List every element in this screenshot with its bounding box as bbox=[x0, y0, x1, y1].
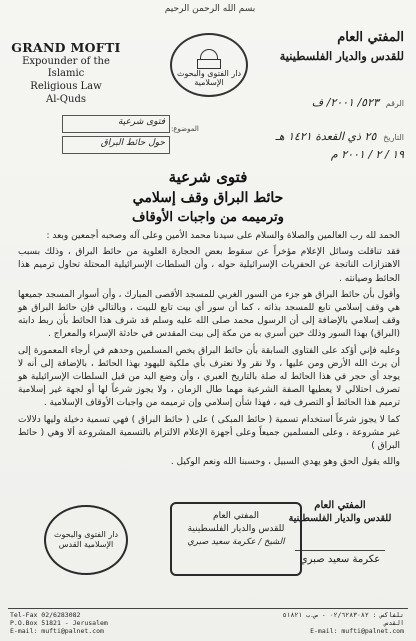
letterhead-english bbox=[6, 40, 126, 106]
reference-number bbox=[312, 96, 404, 109]
letterhead-arabic bbox=[264, 30, 404, 63]
footer-contact-arabic bbox=[283, 611, 404, 635]
document-subtitle-1: حائط البراق وقف إسلامي bbox=[132, 190, 284, 206]
footer-right-line-1: تلفاكس : ٠٢/٦٢٨٣٠٨٢ - ص.ب ٥١٨٢١ bbox=[282, 611, 404, 619]
body-paragraph-4: وعليه فإني أؤكد على الفتاوى السابقة بأن حائط البراق يخص المسلمين وحدهم في أرجاء المعمورة إلى أن يرث الله الأرض ومن عليها ، ولا نقر ولا نعترف بأي ملكية لليهود بهذا الحائط ، بالإضافة إلى أنه لا يوجد أي حجر في هذا الحائط له صلة بالتاريخ العبري ، وأن وضع اليد من قبل السلطات الإسرائيلية هو تصرف احتلالي لا يعطيها الصفة الشرعية مهما طال الزمان ، ولا يجوز شرعاً لها أو لجهة غير إسلامية ترميم هذا الحائط أو التصرف فيه ، فهذا شأن إسلامي وإن ترميمه من واجبات الأوقاف الإسلامية . bbox=[18, 345, 400, 409]
stamp-line-1: المفتي العام bbox=[213, 511, 259, 521]
footer-left-line-1: Tel-Fax 02/6283082 bbox=[10, 611, 81, 619]
body-paragraph-6: والله يقول الحق وهو يهدي السبيل ، وحسبنا الله ونعم الوكيل . bbox=[170, 457, 400, 468]
subject-block bbox=[62, 115, 170, 157]
footer-right-line-3: E-mail: mufti@palnet.com bbox=[310, 627, 404, 635]
hijri-date bbox=[276, 130, 404, 143]
round-seal bbox=[44, 505, 128, 575]
handwritten-signature bbox=[295, 530, 385, 551]
subject-line-2: حول حائط البراق bbox=[62, 136, 170, 154]
footer-right-line-2: القدس bbox=[384, 619, 404, 627]
document-subtitle-2: وترميمه من واجبات الأوقاف bbox=[132, 210, 284, 225]
letterhead-arabic-line-2: للقدس والديار الفلسطينية bbox=[279, 49, 404, 63]
signatory-name: عكرمة سعيد صبري bbox=[299, 554, 381, 565]
stamp-line-3: الشيخ / عكرمة سعيد صبري bbox=[187, 537, 285, 547]
footer-divider bbox=[8, 608, 408, 609]
footer-left-line-2: P.O.Box 51821 - Jerusalem bbox=[10, 619, 108, 627]
subject-label: الموضوع: bbox=[171, 125, 199, 133]
reference-number-label: الرقم bbox=[385, 99, 404, 108]
letterhead-arabic-line-1: المفتي العام bbox=[337, 30, 404, 45]
footer-contact-english bbox=[10, 611, 108, 635]
footer-left-line-3: E-mail: mufti@palnet.com bbox=[10, 627, 104, 635]
gregorian-date bbox=[331, 148, 404, 161]
dome-base-icon bbox=[197, 59, 221, 69]
hijri-date-value: ٢٥ ذي القعدة ١٤٢١ هـ bbox=[275, 130, 377, 143]
body-paragraph-1: الحمد لله رب العالمين والصلاة والسلام على سيدنا محمد الأمين وعلى آله وصحبه أجمعين وبعد : bbox=[46, 231, 400, 241]
document-title: فتوى شرعية bbox=[168, 168, 248, 186]
logo-text: دار الفتوى والبحوث الإسلامية bbox=[176, 69, 241, 87]
subject-line-1: فتوى شرعية bbox=[62, 115, 170, 133]
stamp-line-2: للقدس والديار الفلسطينية bbox=[187, 524, 285, 534]
letterhead-line-3: Al-Quds bbox=[46, 94, 86, 105]
official-stamp bbox=[170, 502, 302, 576]
letterhead-line-2: Religious Law bbox=[30, 81, 102, 92]
seal-text: دار الفتوى والبحوث الإسلامية القدس bbox=[53, 530, 118, 549]
body-paragraph-2: فقد تناقلت وسائل الإعلام مؤخراً عن سقوط بعض الحجارة العلوية من حائط البراق ، وذلك بسبب الاهتزازات الناتجة عن الحفريات الإسرائيلية حوله ، وأن السلطات الإسرائيلية المحتلة تحاول ترميم هذا الحائط وصيانته . bbox=[18, 247, 400, 284]
signature-subtitle: للقدس والديار الفلسطينية bbox=[288, 513, 392, 524]
basmala: بسم الله الرحمن الرحيم bbox=[164, 4, 256, 14]
letterhead-title: GRAND MOFTI bbox=[11, 40, 121, 55]
reference-number-value: ٥٢٣/ ٢٠٠١/ ف bbox=[311, 96, 379, 109]
body-paragraph-5: كما لا يجوز شرعاً استخدام تسمية ( حائط المبكى ) على ( حائط البراق ) فهي تسمية دخيلة وليها دلالات غير مشروعة ، وعلى المسلمين جميعاً وعلى أجهزة الإعلام الالتزام بالتسمية المشروعة ألا وهي ( حائط البراق ) bbox=[18, 414, 400, 452]
gregorian-date-value: ١٩ / ٢ / ٢٠٠١ م bbox=[330, 148, 404, 161]
hijri-date-label: التاريخ bbox=[383, 133, 404, 142]
body-paragraph-3: وأقول بأن حائط البراق هو جزء من السور الغربي للمسجد الأقصى المبارك ، وأن أسوار المسجد جميعها هي وقف إسلامي تابع للمسجد بذاته ، كما أن سور أي بيت تابع للبيت ، وبالتالي فإن حائط البراق هو وقف إسلامي بالإضافة إلى أن الرسول محمد صلى الله عليه وسلم قد شرف هذا الحائط بأن ربط دابته (البراق) بهذا السور وذلك حين أسري به من مكة إلى بيت المقدس في حادثة الإسراء والمعراج . bbox=[18, 289, 400, 340]
signature-title: المفتي العام bbox=[314, 500, 366, 511]
letterhead-line-1: Expounder of the Islamic bbox=[22, 56, 110, 79]
fatwa-body bbox=[18, 230, 400, 472]
institution-logo bbox=[170, 33, 248, 97]
